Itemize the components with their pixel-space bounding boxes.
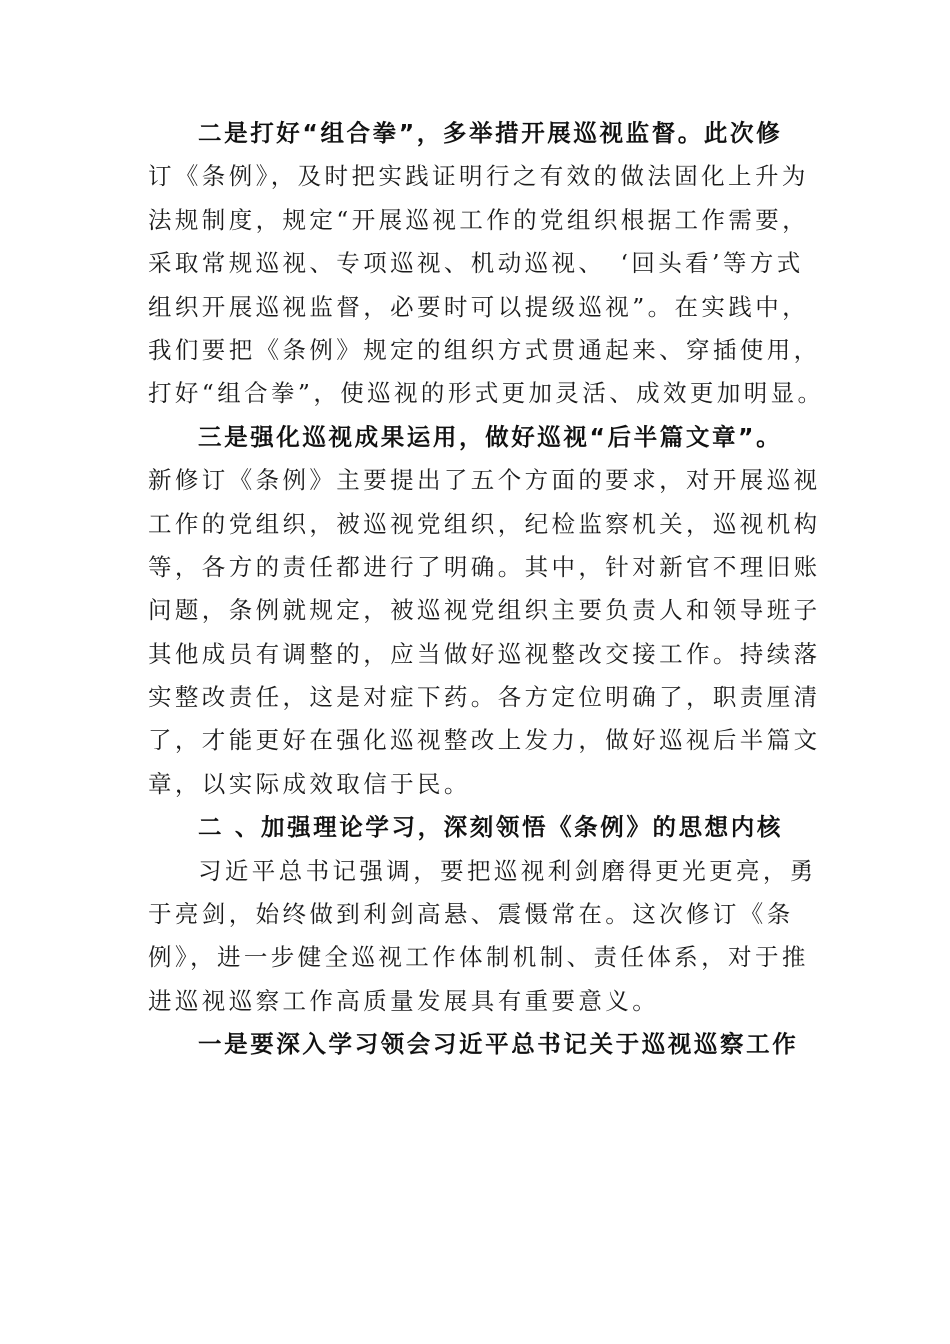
paragraph-line: 新修订《条例》主要提出了五个方面的要求，对开展巡视	[148, 466, 821, 495]
paragraph-line: 例》，进一步健全巡视工作体制机制、责任体系，对于推	[148, 943, 809, 972]
paragraph-line: 章，以实际成效取信于民。	[148, 769, 471, 798]
paragraph-line: 于亮剑，始终做到利剑高悬、震慑常在。这次修订《条	[148, 900, 794, 929]
section-heading: 二 、加强理论学习，深刻领悟《条例》的思想内核	[198, 813, 783, 842]
paragraph-line: 问题，条例就规定，被巡视党组织主要负责人和领导班子	[148, 596, 821, 625]
paragraph-line: 其他成员有调整的，应当做好巡视整改交接工作。持续落	[148, 639, 821, 668]
paragraph-line: 了，才能更好在强化巡视整改上发力，做好巡视后半篇文	[148, 726, 821, 755]
paragraph-line	[148, 118, 808, 149]
paragraph-line: 组织开展巡视监督，必要时可以提级巡视”。在实践中，	[148, 292, 810, 321]
bold-lead-phrase: 二是打好“组合拳”，多举措开展巡视监督。此次修	[198, 119, 783, 147]
subheading-line: 三是强化巡视成果运用，做好巡视“后半篇文章”。	[198, 422, 783, 451]
paragraph-line: 实整改责任，这是对症下药。各方定位明确了，职责厘清	[148, 683, 821, 712]
paragraph-line: 法规制度，规定“开展巡视工作的党组织根据工作需要，	[148, 205, 810, 234]
paragraph-line: 打好“组合拳”，使巡视的形式更加灵活、成效更加明显。	[148, 379, 825, 408]
paragraph-line: 采取常规巡视、专项巡视、机动巡视、 ‘回头看’等方式	[148, 249, 804, 278]
paragraph-line: 习近平总书记强调，要把巡视利剑磨得更光更亮，勇	[198, 856, 817, 885]
document-body	[148, 118, 825, 1073]
paragraph-line: 工作的党组织，被巡视党组织，纪检监察机关，巡视机构	[148, 509, 821, 538]
subheading-line: 一是要深入学习领会习近平总书记关于巡视巡察工作	[198, 1030, 799, 1059]
paragraph-line: 我们要把《条例》规定的组织方式贯通起来、穿插使用，	[148, 335, 821, 364]
paragraph-line: 等，各方的责任都进行了明确。其中，针对新官不理旧账	[148, 552, 821, 581]
paragraph-line: 进巡视巡察工作高质量发展具有重要意义。	[148, 986, 660, 1015]
paragraph-line: 订《条例》，及时把实践证明行之有效的做法固化上升为	[148, 162, 809, 191]
